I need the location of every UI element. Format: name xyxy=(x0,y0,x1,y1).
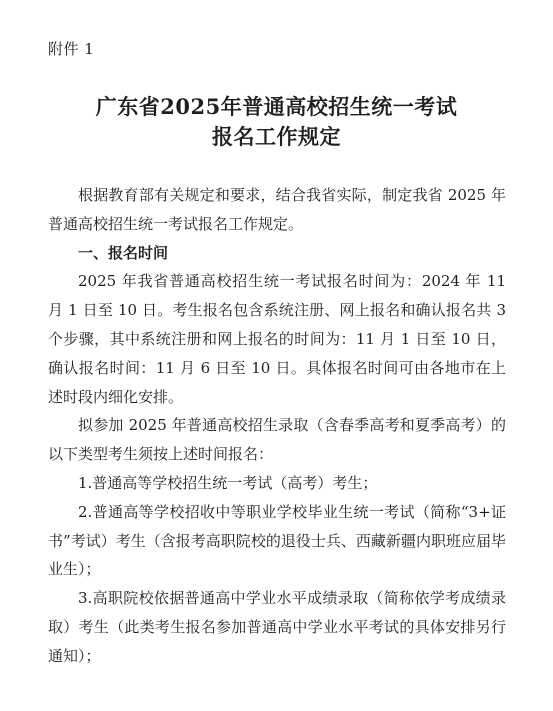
applicant-types-intro-paragraph: 拟参加 2025 年普通高校招生录取（含春季高考和夏季高考）的以下类型考生须按上述时间报名： xyxy=(48,416,506,464)
intro-paragraph: 根据教育部有关规定和要求，结合我省实际，制定我省 2025 年普通高校招生统一考试报名工作规定。 xyxy=(48,186,506,233)
document-body xyxy=(48,181,506,671)
section-heading-registration-time: 一、报名时间 xyxy=(78,243,169,262)
applicant-type-item-2: 2.普通高等学校招收中等职业学校毕业生统一考试（简称“3+证书”考试）考生（含报考高职院校的退役士兵、西藏新疆内职班应届毕业生）； xyxy=(48,502,506,579)
document-title-line-1: 广东省2025年普通高校招生统一考试 xyxy=(95,94,458,119)
applicant-type-item-1: 1.普通高等学校招生统一考试（高考）考生； xyxy=(78,473,378,492)
attachment-label: 附件 1 xyxy=(48,40,95,58)
applicant-type-item-3: 3.高职院校依据普通高中学业水平成绩录取（简称依学考成绩录取）考生（此类考生报名参加普通高中学业水平考试的具体安排另行通知）； xyxy=(48,589,506,665)
registration-time-paragraph: 2025 年我省普通高校招生统一考试报名时间为：2024 年 11 月 1 日至 10 日。考生报名包含系统注册、网上报名和确认报名共 3 个步骤，其中系统注册和网上报名的时间为：11 月 1 日至 10 日，确认报名时间：11 月 6 日至 10 日。具体报名时间可由各地市在上述时段内细化安排。 xyxy=(48,272,506,406)
document-title-line-2: 报名工作规定 xyxy=(212,124,341,149)
